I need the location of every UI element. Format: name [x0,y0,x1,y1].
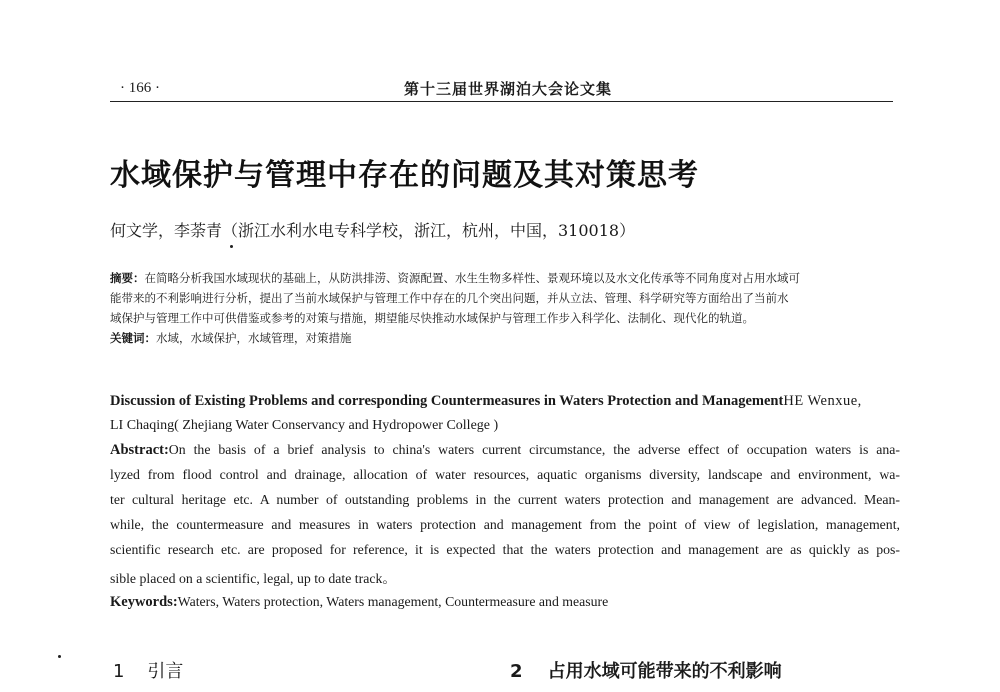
section-heading-intro: 1 引言 [113,661,184,682]
header-rule [110,101,893,102]
english-abstract-line: sible placed on a scientific, legal, up to date track。 [110,571,397,586]
chinese-authors: 何文学，李荼青（浙江水利水电专科学校，浙江，杭州，中国，310018） [110,221,636,240]
english-abstract-line: ter cultural heritage etc. A number of outstanding problems in the current waters protection and management are advanced. Mean- [110,492,900,507]
english-authors: HE Wenxue, [783,393,862,409]
chinese-keywords-label: 关键词： [110,331,156,345]
chinese-abstract-line: 摘要：在简略分析我国水域现状的基础上，从防洪排涝、资源配置、水生生物多样性、景观环境以及水文化传承等不同角度对占用水域可 [110,271,800,285]
chinese-keywords: 关键词：水域，水域保护，水域管理，对策措施 [110,331,352,345]
chinese-abstract-label: 摘要： [110,271,145,285]
page-number: · 166 · [120,80,160,96]
chinese-abstract-line: 能带来的不利影响进行分析，提出了当前水域保护与管理工作中存在的几个突出问题，并从立法、管理、科学研究等方面给出了当前水 [110,291,789,305]
scan-speck [58,655,61,658]
english-title: Discussion of Existing Problems and corresponding Countermeasures in Waters Protection and ManagementHE Wenxue, [110,393,862,409]
section-heading-impacts: 2 占用水域可能带来的不利影响 [510,661,782,682]
english-abstract-line: scientific research etc. are proposed for reference, it is expected that the waters protection and management are as quickly as pos- [110,542,900,557]
english-keywords: Keywords:Waters, Waters protection, Waters management, Countermeasure and measure [110,594,609,610]
chinese-abstract [110,268,900,348]
running-header: 第十三届世界湖泊大会论文集 [404,80,613,98]
english-affiliation: LI Chaqing( Zhejiang Water Conservancy and Hydropower College ) [110,418,499,433]
english-abstract-line: lyzed from flood control and drainage, allocation of water resources, aquatic organisms diversity, landscape and environment, wa- [110,467,900,482]
scan-speck [230,245,233,248]
chinese-abstract-line: 域保护与管理工作中可供借鉴或参考的对策与措施，期望能尽快推动水域保护与管理工作步入科学化、法制化、现代化的轨道。 [110,311,754,325]
english-abstract-line: while, the countermeasure and measures in waters protection and management from the point of view of legislation, management, [110,517,900,532]
english-abstract-label: Abstract: [110,442,169,458]
english-keywords-label: Keywords: [110,594,178,610]
chinese-title: 水域保护与管理中存在的问题及其对策思考 [110,158,699,193]
english-abstract-line: Abstract:On the basis of a brief analysis to china's waters current circumstance, the adverse effect of occupation waters is ana- [110,442,900,458]
